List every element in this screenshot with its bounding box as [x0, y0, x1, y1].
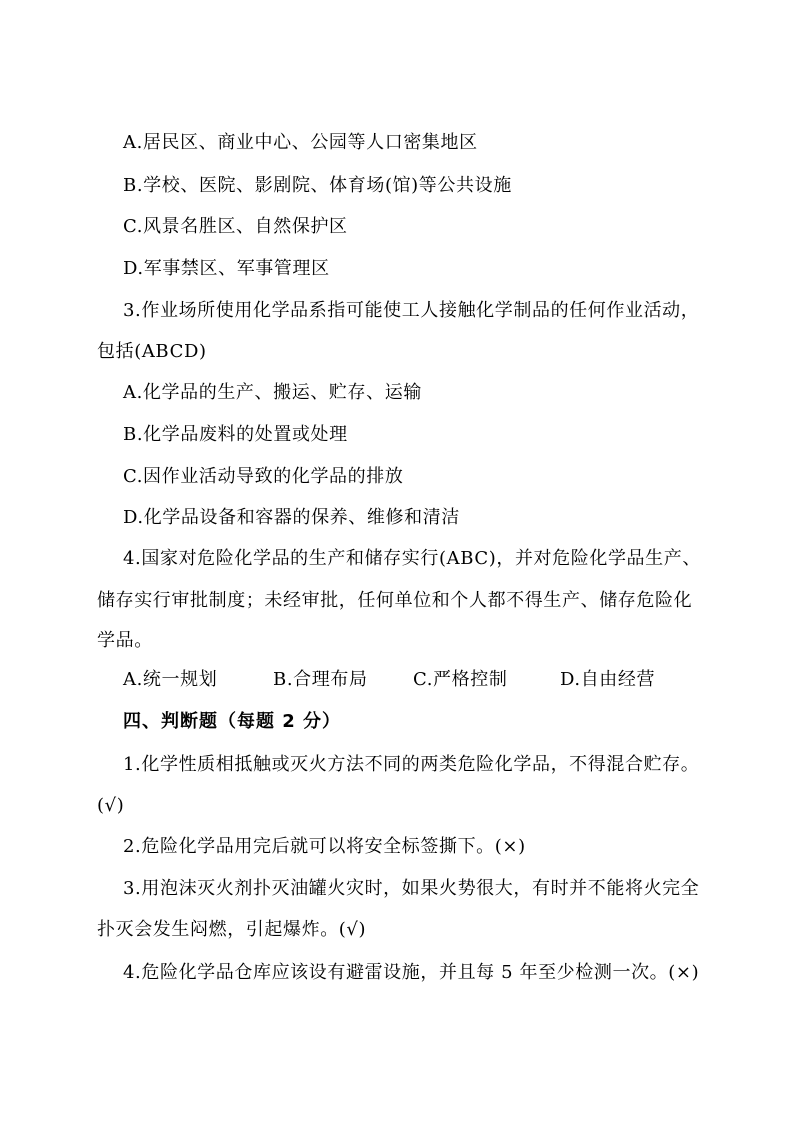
question-4-line-2: 储存实行审批制度；未经审批，任何单位和个人都不得生产、储存危险化 — [97, 590, 693, 611]
question-3-option-a: A.化学品的生产、搬运、贮存、运输 — [123, 382, 422, 403]
question-3-line-1: 3.作业场所使用化学品系指可能使工人接触化学制品的任何作业活动， — [123, 300, 700, 321]
judgment-1-line-2: (√) — [97, 795, 125, 816]
option-c-scenic-areas: C.风景名胜区、自然保护区 — [123, 216, 348, 237]
question-4-options-row — [123, 667, 723, 693]
section-4-heading: 四、判断题（每题 2 分） — [123, 711, 342, 732]
option-a-residential: A.居民区、商业中心、公园等人口密集地区 — [123, 132, 478, 153]
question-3-line-2: 包括(ABCD) — [97, 341, 207, 362]
judgment-4: 4.危险化学品仓库应该设有避雷设施，并且每 5 年至少检测一次。(×) — [123, 962, 700, 983]
judgment-2: 2.危险化学品用完后就可以将安全标签撕下。(×) — [123, 836, 526, 857]
question-3-option-c: C.因作业活动导致的化学品的排放 — [123, 466, 404, 487]
option-b-public-facilities: B.学校、医院、影剧院、体育场(馆)等公共设施 — [123, 175, 512, 196]
question-4-line-1: 4.国家对危险化学品的生产和储存实行(ABC)，并对危险化学品生产、 — [123, 548, 701, 569]
question-4-option-b: B.合理布局 — [273, 669, 368, 690]
question-4-option-d: D.自由经营 — [560, 669, 656, 690]
question-4-option-c: C.严格控制 — [413, 669, 508, 690]
judgment-3-line-2: 扑灭会发生闷燃，引起爆炸。(√) — [97, 919, 367, 940]
judgment-3-line-1: 3.用泡沫灭火剂扑灭油罐火灾时，如果火势很大，有时并不能将火完全 — [123, 878, 700, 899]
question-4-line-3: 学品。 — [97, 630, 153, 651]
question-3-option-b: B.化学品废料的处置或处理 — [123, 424, 348, 445]
option-d-military-zones: D.军事禁区、军事管理区 — [123, 258, 330, 279]
judgment-1-line-1: 1.化学性质相抵触或灭火方法不同的两类危险化学品，不得混合贮存。 — [123, 754, 700, 775]
question-3-option-d: D.化学品设备和容器的保养、维修和清洁 — [123, 507, 460, 528]
question-4-option-a: A.统一规划 — [123, 669, 218, 690]
